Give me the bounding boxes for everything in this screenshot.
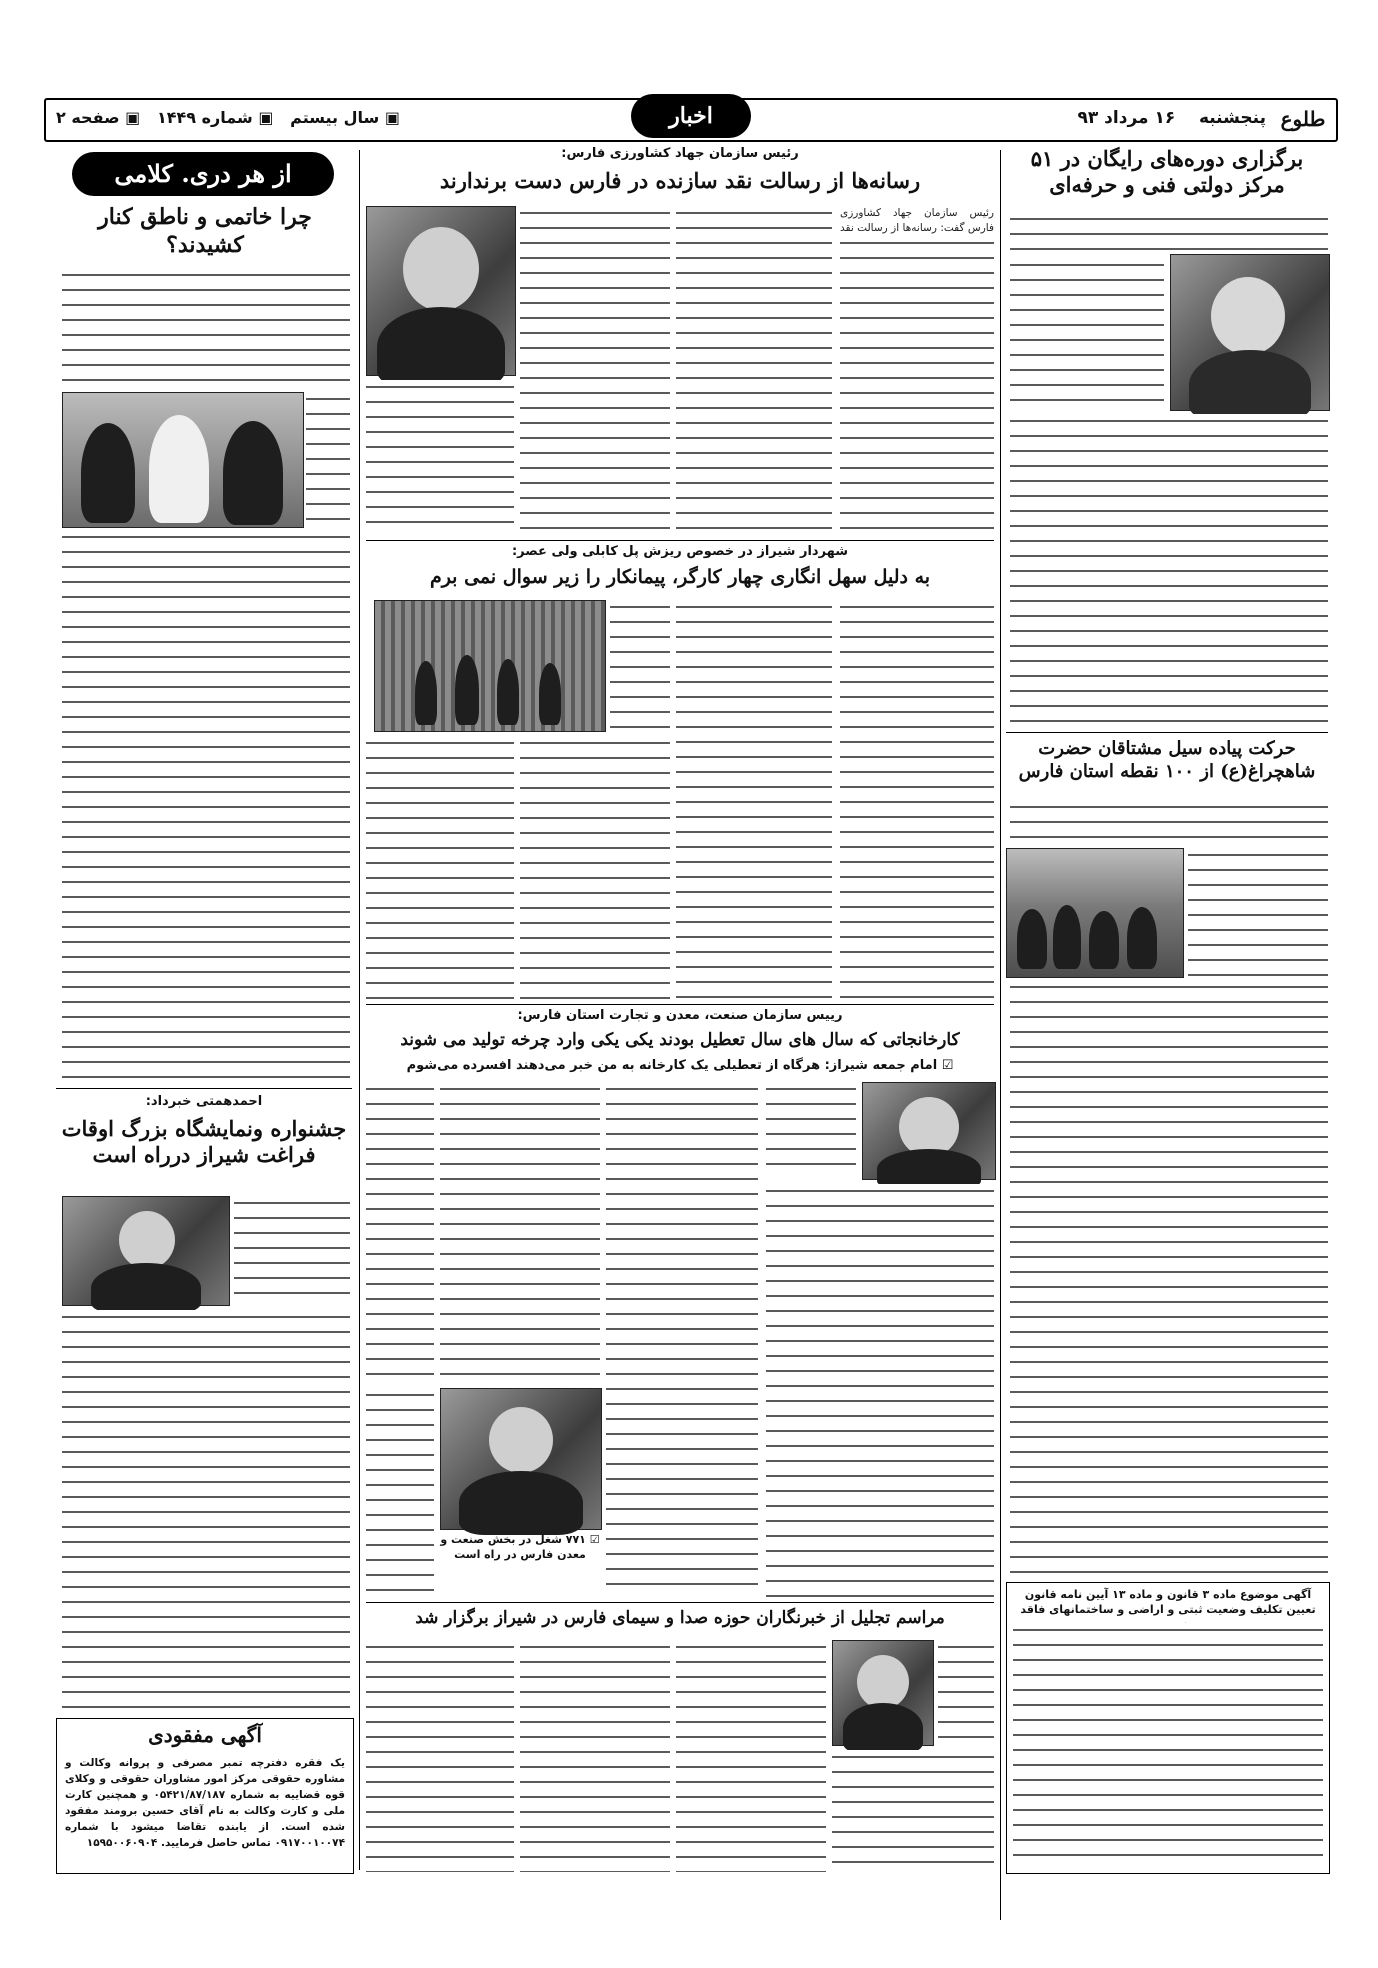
factories-body	[766, 1184, 994, 1598]
reporters-photo	[832, 1640, 934, 1746]
square-bullet-icon: ▣	[125, 108, 141, 127]
legal-notice	[1006, 1582, 1330, 1874]
section-tab: اخبار	[631, 94, 751, 138]
section-divider	[1006, 732, 1328, 733]
year-label: سال بیستم	[290, 108, 380, 127]
column-divider	[359, 150, 360, 1870]
factories-body	[606, 1082, 758, 1598]
factories-kicker: رییس سازمان صنعت، معدن و تجارت استان فارس:	[517, 1008, 843, 1023]
march-body	[1010, 980, 1328, 1576]
masthead-logo: طلوع	[1280, 107, 1326, 131]
courses-body	[1010, 212, 1328, 257]
bridge-body	[520, 736, 670, 1000]
factories-photo-imam	[862, 1082, 996, 1180]
media-body	[366, 380, 514, 536]
legal-notice-body	[1013, 1623, 1323, 1865]
date-day: پنجشنبه	[1198, 108, 1266, 128]
factories-headline: کارخانجاتی که سال های سال تعطیل بودند یکی یکی وارد چرخه تولید می شوند	[400, 1030, 960, 1050]
media-lead: رئیس سازمان جهاد کشاورزی فارس گفت: رسانه‌ها از رسالت نقد	[840, 207, 994, 234]
bridge-body	[840, 600, 994, 1000]
factories-body	[440, 1082, 600, 1382]
column-body	[306, 392, 350, 526]
reporters-body	[520, 1640, 670, 1872]
masthead	[44, 98, 1338, 142]
media-photo	[366, 206, 516, 376]
bridge-body	[366, 736, 514, 1000]
march-photo	[1006, 848, 1184, 978]
column-body	[62, 268, 350, 388]
factories-caption-text: ۷۷۱ شغل در بخش صنعت و معدن فارس در راه است	[440, 1533, 586, 1561]
checkbox-icon: ☑	[589, 1533, 600, 1546]
factories-body	[366, 1388, 434, 1598]
march-headline: حرکت پیاده سیل مشتاقان حضرت شاهچراغ(ع) از ۱۰۰ نقطه استان فارس	[1018, 738, 1316, 782]
issue-label: شماره ۱۴۴۹	[156, 108, 253, 127]
media-body	[520, 206, 670, 536]
column-banner: از هر دری. کلامی	[72, 152, 334, 196]
festival-headline: جشنواره ونمایشگاه بزرگ اوقات فراغت شیراز درراه است	[61, 1116, 347, 1168]
column-photo	[62, 392, 304, 528]
section-divider	[56, 1088, 352, 1089]
section-divider	[366, 540, 994, 541]
festival-body	[62, 1310, 350, 1712]
media-headline: رسانه‌ها از رسالت نقد سازنده در فارس دست برندارند	[439, 168, 921, 193]
media-body	[840, 236, 994, 536]
factories-body	[366, 1082, 434, 1382]
lost-notice-title: آگهی مفقودی	[148, 1723, 262, 1747]
section-divider	[366, 1602, 994, 1603]
bridge-photo	[374, 600, 606, 732]
page-label: صفحه ۲	[56, 108, 120, 127]
reporters-body	[938, 1640, 994, 1744]
courses-body	[1010, 414, 1328, 728]
factories-photo	[440, 1388, 602, 1530]
square-bullet-icon: ▣	[258, 108, 274, 127]
checkbox-icon: ☑	[941, 1058, 954, 1073]
festival-kicker: احمدهمتی خبرداد:	[145, 1094, 263, 1109]
bridge-body	[610, 600, 670, 730]
factories-body	[766, 1082, 856, 1178]
festival-body	[234, 1196, 350, 1304]
reporters-body	[676, 1640, 826, 1872]
reporters-body	[366, 1640, 514, 1872]
factories-caption	[440, 1532, 600, 1562]
column-headline: چرا خاتمی و ناطق کنار کشیدند؟	[98, 204, 312, 258]
festival-photo	[62, 1196, 230, 1306]
lost-notice-body: یک فقره دفترچه تمبر مصرفی و پروانه وکالت و مشاوره حقوقی مرکز امور مشاوران حقوقی و وکلای قوه قضاییه به شماره ۰۵۴۲۱/۸۷/۱۸۷ و همچنین کارت ملی و کارت وکالت به نام آقای حسین برومند مفقود شده است. از یابنده تقاضا میشود با شماره ۰۹۱۷۰۰۱۰۰۷۴ تماس حاصل فرمایید. ۱۵۹۵۰۰۶۰۹۰۴	[65, 1757, 345, 1849]
section-divider	[366, 1004, 994, 1005]
masthead-date	[1078, 100, 1267, 136]
march-body	[1010, 800, 1328, 844]
square-bullet-icon: ▣	[384, 108, 400, 127]
courses-headline: برگزاری دوره‌های رایگان در ۵۱ مرکز دولتی فنی و حرفه‌ای	[1030, 146, 1304, 198]
media-kicker: رئیس سازمان جهاد کشاورزی فارس:	[561, 146, 799, 161]
courses-body	[1010, 258, 1164, 410]
factories-subhead-text: امام جمعه شیراز: هرگاه از تعطیلی یک کارخانه به من خبر می‌دهند افسرده می‌شوم	[406, 1058, 938, 1073]
date-full: ۱۶ مرداد ۹۳	[1077, 108, 1176, 128]
courses-photo	[1170, 254, 1330, 411]
march-body	[1188, 848, 1328, 976]
reporters-body	[832, 1750, 994, 1872]
bridge-body	[676, 600, 832, 1000]
bridge-kicker: شهردار شیراز در خصوص ریزش پل کابلی ولی عصر:	[511, 544, 849, 559]
masthead-issue-info	[56, 100, 400, 136]
media-body	[676, 206, 832, 536]
factories-subhead	[366, 1058, 994, 1073]
legal-notice-title: آگهی موضوع ماده ۳ قانون و ماده ۱۳ آیین نامه قانون تعیین تکلیف وضعیت ثبتی و اراضی و ساختمانهای فاقد	[1020, 1588, 1316, 1616]
column-body	[62, 530, 350, 1082]
bridge-headline: به دلیل سهل انگاری چهار کارگر، پیمانکار را زیر سوال نمی برم	[429, 566, 931, 588]
reporters-headline: مراسم تجلیل از خبرنگاران حوزه صدا و سیمای فارس در شیراز برگزار شد	[415, 1608, 945, 1628]
lost-notice	[56, 1718, 354, 1874]
column-divider	[1000, 150, 1001, 1920]
